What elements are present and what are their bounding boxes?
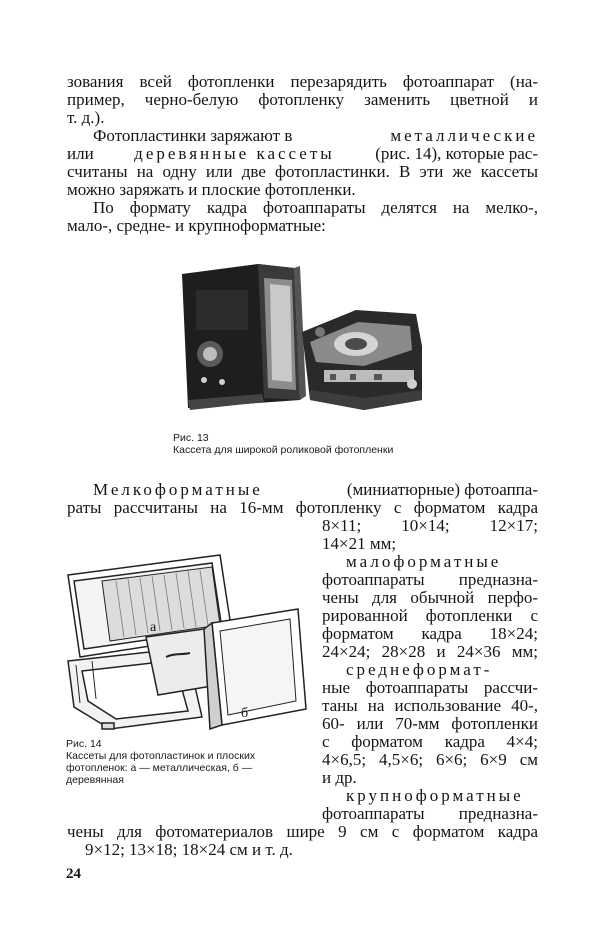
text-line: таны на использование 40-, — [322, 696, 538, 715]
text-line: и др. — [322, 768, 357, 787]
spaced-term-wooden: деревянные кассеты — [134, 144, 335, 163]
text-line: зования всей фотопленки перезарядить фотоаппарат (на- — [67, 72, 538, 91]
text-line: мало-, средне- и крупноформатные: — [67, 216, 326, 235]
text-line: рированной фотопленки с — [322, 606, 538, 625]
cassette-body-right — [302, 310, 422, 410]
text-line: фотоаппараты предназна- — [322, 804, 538, 823]
text-line: 60- или 70-мм фотопленки — [322, 714, 538, 733]
spaced-term-small-format: Мелкоформатные — [93, 480, 263, 499]
text-fragment: Фотопластинки заряжают в — [93, 126, 293, 145]
page-number: 24 — [66, 866, 81, 882]
text-line: пример, черно-белую фотопленку заменить цветной и — [67, 90, 538, 109]
text-line: форматом кадра 18×24; — [322, 624, 538, 643]
text-line: 14×21 мм; — [322, 534, 397, 553]
figure-caption: Кассета для широкой роликовой фотопленки — [173, 444, 394, 456]
text-line — [93, 126, 538, 146]
text-fragment: (миниатюрные) фотоаппа- — [346, 480, 538, 499]
text-line: чены для обычной перфо- — [322, 588, 538, 607]
figure-caption: фотопленок: а — металлическая, б — — [66, 762, 253, 774]
cassette-body-left — [182, 264, 306, 410]
text-line: ные фотоаппараты рассчи- — [322, 678, 538, 697]
spaced-term-large-format: крупноформатные — [346, 786, 524, 805]
figure-caption: деревянная — [66, 774, 124, 786]
spaced-term-metal: металлические — [390, 126, 538, 145]
roll-film-cassette-photo — [160, 250, 450, 428]
spaced-term-mid-format: малоформатные — [346, 552, 502, 571]
text-line: По формату кадра фотоаппараты делятся на мелко-, — [93, 198, 538, 217]
text-line: 24×24; 28×28 и 24×36 мм; — [322, 642, 538, 661]
figure-mark-b: б — [241, 706, 249, 721]
figure-caption: Кассеты для фотопластинок и плоских — [66, 750, 256, 762]
figure-label: Рис. 13 — [173, 432, 209, 444]
text-fragment: или — [67, 144, 94, 163]
text-line — [93, 480, 538, 500]
text-line: с форматом кадра 4×4; — [322, 732, 538, 751]
figure-mark-a: а — [150, 620, 157, 635]
text-line: считаны на одну или две фотопластинки. В эти же кассеты — [67, 162, 538, 181]
text-line — [67, 144, 538, 164]
text-line: фотоаппараты предназна- — [322, 570, 538, 589]
figure-label: Рис. 14 — [66, 738, 102, 750]
spaced-term-medium-format: среднеформат- — [346, 660, 493, 679]
text-line: 8×11; 10×14; 12×17; — [322, 516, 538, 535]
text-line: 9×12; 13×18; 18×24 см и т. д. — [85, 840, 293, 859]
text-fragment: (рис. 14), которые рас- — [375, 144, 538, 163]
text-line: 4×6,5; 4,5×6; 6×6; 6×9 см — [322, 750, 538, 769]
text-line: т. д.). — [67, 108, 105, 127]
text-line: можно заряжать и плоские фотопленки. — [67, 180, 356, 199]
plate-holders-drawing — [62, 553, 316, 737]
text-line: чены для фотоматериалов шире 9 см с форматом кадра — [67, 822, 538, 841]
text-line: раты рассчитаны на 16-мм фотопленку с форматом кадра — [67, 498, 538, 517]
